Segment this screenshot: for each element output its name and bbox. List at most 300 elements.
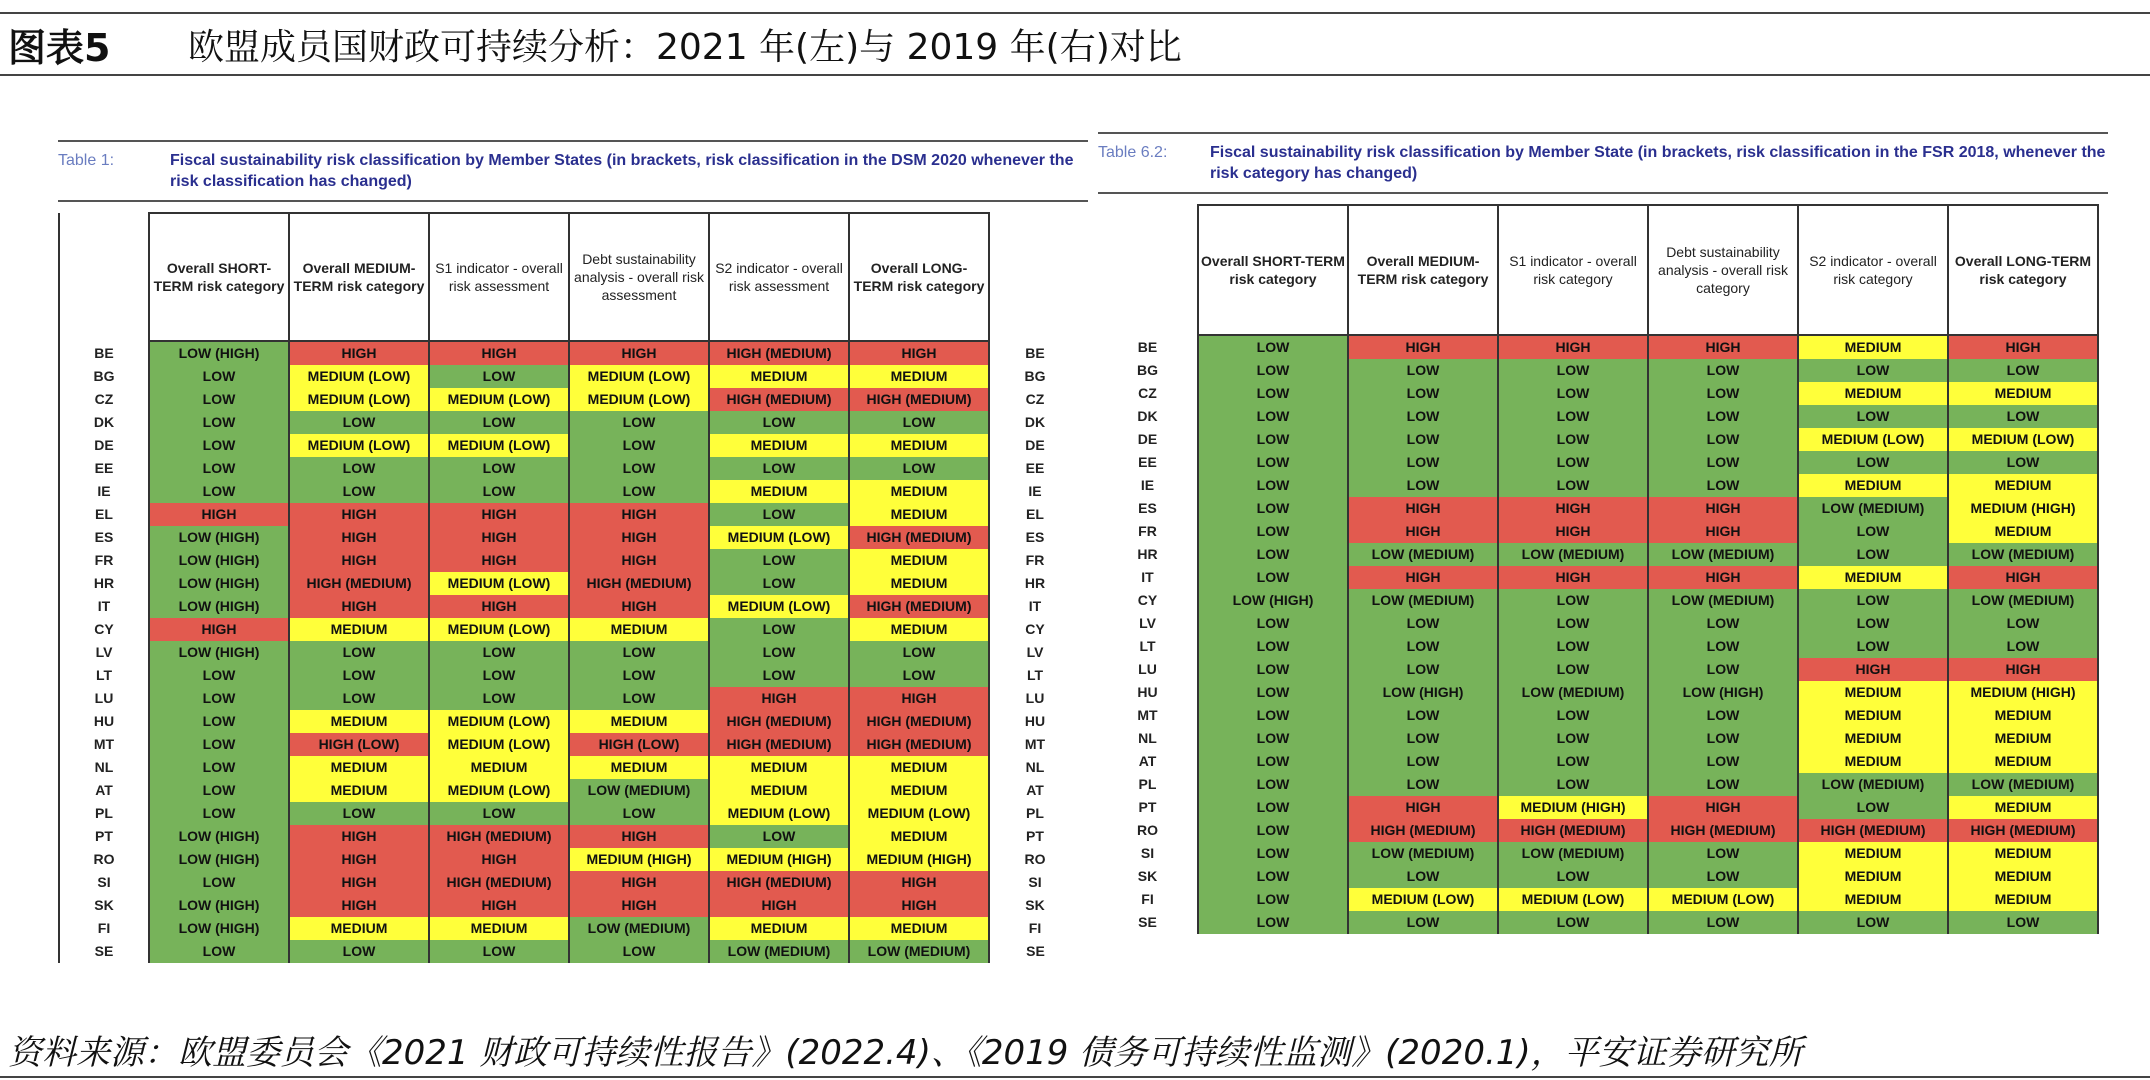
table-row bbox=[59, 457, 1081, 480]
risk-cell: LOW bbox=[849, 664, 989, 687]
risk-cell: LOW bbox=[849, 641, 989, 664]
country-code: CZ bbox=[59, 388, 149, 411]
risk-cell: MEDIUM bbox=[1798, 681, 1948, 704]
table-row bbox=[1098, 428, 2098, 451]
country-code: LV bbox=[1098, 612, 1198, 635]
risk-cell: HIGH bbox=[1798, 658, 1948, 681]
risk-cell: HIGH (MEDIUM) bbox=[289, 572, 429, 595]
country-code: AT bbox=[989, 779, 1081, 802]
risk-cell: HIGH bbox=[149, 503, 289, 526]
risk-cell: MEDIUM (LOW) bbox=[569, 388, 709, 411]
risk-cell: LOW bbox=[1348, 658, 1498, 681]
risk-cell: HIGH bbox=[289, 871, 429, 894]
country-code: SI bbox=[1098, 842, 1198, 865]
risk-cell: LOW bbox=[149, 733, 289, 756]
risk-cell: LOW bbox=[289, 664, 429, 687]
risk-cell: LOW bbox=[569, 664, 709, 687]
country-code: CZ bbox=[1098, 382, 1198, 405]
risk-table-body bbox=[1098, 335, 2098, 934]
risk-cell: MEDIUM bbox=[1948, 474, 2098, 497]
country-code: EL bbox=[989, 503, 1081, 526]
country-code: FR bbox=[989, 549, 1081, 572]
risk-cell: HIGH bbox=[289, 595, 429, 618]
risk-cell: MEDIUM (LOW) bbox=[1948, 428, 2098, 451]
risk-cell: MEDIUM (LOW) bbox=[709, 595, 849, 618]
header-medium-term: Overall MEDIUM-TERM risk category bbox=[1348, 205, 1498, 335]
risk-cell: LOW bbox=[1798, 911, 1948, 934]
table-row bbox=[1098, 566, 2098, 589]
table-caption-text: Fiscal sustainability risk classification by Member States (in brackets, risk classification in the DSM 2020 whenever the risk classification has changed) bbox=[170, 152, 1074, 190]
risk-cell: MEDIUM (LOW) bbox=[569, 365, 709, 388]
risk-cell: LOW bbox=[709, 549, 849, 572]
risk-cell: LOW bbox=[1198, 865, 1348, 888]
risk-cell: HIGH bbox=[1348, 520, 1498, 543]
risk-cell: MEDIUM bbox=[1948, 842, 2098, 865]
risk-cell: MEDIUM bbox=[1948, 865, 2098, 888]
risk-cell: HIGH (MEDIUM) bbox=[1498, 819, 1648, 842]
country-code: HR bbox=[1098, 543, 1198, 566]
risk-cell: LOW bbox=[1648, 911, 1798, 934]
header-long-term: Overall LONG-TERM risk category bbox=[849, 213, 989, 341]
risk-cell: LOW bbox=[1198, 796, 1348, 819]
country-code: NL bbox=[59, 756, 149, 779]
risk-cell: LOW (MEDIUM) bbox=[1648, 543, 1798, 566]
risk-cell: LOW bbox=[149, 434, 289, 457]
risk-cell: LOW bbox=[1648, 750, 1798, 773]
corner-cell bbox=[989, 213, 1081, 341]
risk-cell: LOW bbox=[1348, 474, 1498, 497]
risk-cell: LOW (MEDIUM) bbox=[1498, 543, 1648, 566]
risk-cell: LOW bbox=[1198, 497, 1348, 520]
table-row bbox=[59, 940, 1081, 963]
country-code: SI bbox=[989, 871, 1081, 894]
table-row bbox=[1098, 359, 2098, 382]
risk-cell: MEDIUM bbox=[849, 365, 989, 388]
country-code: ES bbox=[989, 526, 1081, 549]
risk-cell: HIGH bbox=[569, 894, 709, 917]
risk-cell: MEDIUM bbox=[1798, 474, 1948, 497]
risk-cell: MEDIUM bbox=[1948, 727, 2098, 750]
risk-cell: HIGH bbox=[429, 894, 569, 917]
risk-cell: LOW bbox=[849, 411, 989, 434]
risk-cell: LOW bbox=[1648, 773, 1798, 796]
table-row bbox=[59, 848, 1081, 871]
header-s1: S1 indicator - overall risk assessment bbox=[429, 213, 569, 341]
table-row bbox=[59, 480, 1081, 503]
risk-cell: MEDIUM (HIGH) bbox=[569, 848, 709, 871]
risk-cell: LOW bbox=[429, 641, 569, 664]
country-code: BG bbox=[989, 365, 1081, 388]
risk-cell: LOW (HIGH) bbox=[149, 595, 289, 618]
table-row bbox=[1098, 888, 2098, 911]
source-note: 资料来源：欧盟委员会《2021 财政可持续性报告》(2022.4)、《2019 债务可持续性监测》(2020.1)，平安证券研究所 bbox=[0, 1022, 2150, 1078]
risk-cell: LOW bbox=[1648, 405, 1798, 428]
country-code: SE bbox=[1098, 911, 1198, 934]
table-row bbox=[59, 894, 1081, 917]
risk-cell: LOW bbox=[1948, 451, 2098, 474]
risk-cell: MEDIUM (LOW) bbox=[289, 434, 429, 457]
table-row bbox=[59, 641, 1081, 664]
risk-cell: LOW bbox=[1348, 382, 1498, 405]
risk-cell: MEDIUM bbox=[709, 917, 849, 940]
country-code: LT bbox=[1098, 635, 1198, 658]
table-row bbox=[1098, 658, 2098, 681]
country-code: LU bbox=[989, 687, 1081, 710]
risk-cell: HIGH bbox=[289, 894, 429, 917]
header-short-term: Overall SHORT-TERM risk category bbox=[149, 213, 289, 341]
country-code: EE bbox=[59, 457, 149, 480]
risk-cell: HIGH (MEDIUM) bbox=[1348, 819, 1498, 842]
country-code: DE bbox=[1098, 428, 1198, 451]
risk-cell: HIGH bbox=[289, 526, 429, 549]
risk-cell: MEDIUM bbox=[289, 779, 429, 802]
country-code: DK bbox=[59, 411, 149, 434]
risk-cell: HIGH (MEDIUM) bbox=[429, 871, 569, 894]
risk-cell: LOW bbox=[1948, 359, 2098, 382]
risk-cell: HIGH bbox=[429, 595, 569, 618]
risk-cell: LOW (MEDIUM) bbox=[1498, 681, 1648, 704]
country-code: RO bbox=[59, 848, 149, 871]
country-code: NL bbox=[989, 756, 1081, 779]
risk-cell: MEDIUM bbox=[849, 917, 989, 940]
risk-cell: LOW bbox=[429, 802, 569, 825]
country-code: LV bbox=[59, 641, 149, 664]
country-code: FR bbox=[59, 549, 149, 572]
risk-cell: HIGH (MEDIUM) bbox=[849, 595, 989, 618]
risk-cell: LOW (MEDIUM) bbox=[569, 779, 709, 802]
risk-cell: HIGH bbox=[1498, 520, 1648, 543]
header-s2: S2 indicator - overall risk assessment bbox=[709, 213, 849, 341]
table-row bbox=[1098, 865, 2098, 888]
risk-cell: LOW bbox=[1948, 911, 2098, 934]
table-row bbox=[59, 526, 1081, 549]
risk-cell: LOW bbox=[149, 365, 289, 388]
table-row bbox=[1098, 612, 2098, 635]
country-code: BG bbox=[1098, 359, 1198, 382]
table-row bbox=[1098, 543, 2098, 566]
risk-cell: LOW bbox=[1348, 635, 1498, 658]
risk-cell: LOW (HIGH) bbox=[149, 825, 289, 848]
risk-cell: LOW bbox=[1648, 865, 1798, 888]
country-code: PL bbox=[1098, 773, 1198, 796]
country-code: AT bbox=[1098, 750, 1198, 773]
table-caption bbox=[1098, 132, 2108, 194]
risk-cell: HIGH (MEDIUM) bbox=[709, 733, 849, 756]
risk-cell: LOW bbox=[1198, 428, 1348, 451]
risk-cell: MEDIUM bbox=[429, 756, 569, 779]
risk-cell: MEDIUM bbox=[429, 917, 569, 940]
risk-cell: LOW bbox=[1498, 428, 1648, 451]
risk-cell: HIGH bbox=[569, 549, 709, 572]
risk-cell: LOW bbox=[1798, 612, 1948, 635]
risk-cell: HIGH bbox=[429, 549, 569, 572]
risk-cell: MEDIUM bbox=[1798, 335, 1948, 359]
country-code: ES bbox=[59, 526, 149, 549]
table-row bbox=[1098, 842, 2098, 865]
risk-cell: LOW bbox=[1348, 612, 1498, 635]
country-code: EL bbox=[59, 503, 149, 526]
risk-cell: HIGH bbox=[1948, 566, 2098, 589]
risk-cell: LOW bbox=[429, 687, 569, 710]
risk-cell: LOW bbox=[1198, 681, 1348, 704]
risk-cell: LOW bbox=[709, 664, 849, 687]
risk-cell: LOW bbox=[289, 641, 429, 664]
risk-cell: LOW bbox=[1498, 359, 1648, 382]
risk-cell: LOW bbox=[289, 480, 429, 503]
risk-cell: HIGH bbox=[849, 871, 989, 894]
risk-cell: LOW bbox=[1198, 635, 1348, 658]
table-row bbox=[59, 388, 1081, 411]
header-short-term: Overall SHORT-TERM risk category bbox=[1198, 205, 1348, 335]
risk-cell: HIGH (MEDIUM) bbox=[849, 733, 989, 756]
table-row bbox=[59, 434, 1081, 457]
risk-cell: LOW (MEDIUM) bbox=[849, 940, 989, 963]
table-row bbox=[1098, 635, 2098, 658]
risk-cell: MEDIUM bbox=[1798, 842, 1948, 865]
risk-cell: MEDIUM (LOW) bbox=[429, 388, 569, 411]
risk-cell: LOW bbox=[1348, 727, 1498, 750]
risk-cell: MEDIUM bbox=[1948, 520, 2098, 543]
risk-cell: LOW bbox=[1198, 773, 1348, 796]
risk-cell: MEDIUM bbox=[569, 756, 709, 779]
risk-cell: HIGH bbox=[149, 618, 289, 641]
risk-cell: LOW bbox=[1648, 382, 1798, 405]
header-s2: S2 indicator - overall risk category bbox=[1798, 205, 1948, 335]
risk-cell: MEDIUM bbox=[289, 756, 429, 779]
risk-cell: LOW bbox=[1798, 451, 1948, 474]
risk-cell: LOW bbox=[1198, 612, 1348, 635]
risk-cell: MEDIUM (LOW) bbox=[1798, 428, 1948, 451]
risk-cell: LOW bbox=[709, 457, 849, 480]
risk-cell: MEDIUM bbox=[1798, 750, 1948, 773]
risk-cell: LOW bbox=[1948, 612, 2098, 635]
risk-cell: HIGH (MEDIUM) bbox=[709, 710, 849, 733]
risk-cell: MEDIUM bbox=[1798, 566, 1948, 589]
risk-cell: LOW (MEDIUM) bbox=[569, 917, 709, 940]
corner-cell bbox=[59, 213, 149, 341]
risk-cell: LOW bbox=[149, 411, 289, 434]
risk-cell: HIGH bbox=[1348, 566, 1498, 589]
country-code: IT bbox=[989, 595, 1081, 618]
table-row bbox=[1098, 681, 2098, 704]
risk-cell: HIGH (MEDIUM) bbox=[429, 825, 569, 848]
country-code: BE bbox=[989, 341, 1081, 365]
table-number: Table 6.2: bbox=[1098, 144, 1168, 161]
country-code: FI bbox=[989, 917, 1081, 940]
risk-cell: LOW bbox=[1198, 451, 1348, 474]
table-row bbox=[1098, 750, 2098, 773]
risk-cell: LOW bbox=[709, 503, 849, 526]
risk-cell: LOW bbox=[569, 480, 709, 503]
risk-cell: LOW bbox=[149, 710, 289, 733]
country-code: DE bbox=[989, 434, 1081, 457]
risk-cell: LOW (HIGH) bbox=[1348, 681, 1498, 704]
risk-cell: LOW bbox=[1198, 543, 1348, 566]
risk-cell: MEDIUM (HIGH) bbox=[1948, 497, 2098, 520]
risk-cell: LOW bbox=[569, 641, 709, 664]
risk-cell: LOW bbox=[709, 641, 849, 664]
risk-cell: LOW bbox=[289, 411, 429, 434]
risk-cell: HIGH bbox=[429, 526, 569, 549]
risk-cell: LOW bbox=[1498, 589, 1648, 612]
risk-cell: MEDIUM bbox=[1798, 382, 1948, 405]
risk-cell: LOW bbox=[1198, 566, 1348, 589]
risk-cell: LOW bbox=[849, 457, 989, 480]
risk-cell: HIGH bbox=[569, 825, 709, 848]
risk-cell: LOW (MEDIUM) bbox=[1348, 842, 1498, 865]
country-code: EE bbox=[1098, 451, 1198, 474]
country-code: IE bbox=[989, 480, 1081, 503]
risk-cell: LOW (MEDIUM) bbox=[709, 940, 849, 963]
risk-cell: HIGH (MEDIUM) bbox=[849, 388, 989, 411]
header-dsa: Debt sustainability analysis - overall risk category bbox=[1648, 205, 1798, 335]
risk-cell: HIGH bbox=[569, 526, 709, 549]
country-code: ES bbox=[1098, 497, 1198, 520]
country-code: SE bbox=[989, 940, 1081, 963]
risk-cell: LOW bbox=[429, 457, 569, 480]
risk-cell: HIGH bbox=[1948, 335, 2098, 359]
risk-cell: LOW bbox=[1798, 589, 1948, 612]
risk-cell: LOW bbox=[1798, 543, 1948, 566]
risk-cell: MEDIUM bbox=[849, 503, 989, 526]
risk-cell: LOW bbox=[149, 779, 289, 802]
risk-cell: LOW (MEDIUM) bbox=[1648, 589, 1798, 612]
risk-cell: LOW bbox=[569, 687, 709, 710]
risk-cell: LOW bbox=[289, 687, 429, 710]
risk-cell: LOW bbox=[1198, 750, 1348, 773]
country-code: RO bbox=[1098, 819, 1198, 842]
country-code: PT bbox=[59, 825, 149, 848]
risk-cell: HIGH bbox=[289, 848, 429, 871]
risk-cell: MEDIUM bbox=[1948, 382, 2098, 405]
risk-cell: HIGH bbox=[1648, 497, 1798, 520]
risk-cell: LOW bbox=[1348, 750, 1498, 773]
risk-cell: HIGH bbox=[849, 341, 989, 365]
risk-cell: HIGH bbox=[289, 825, 429, 848]
risk-cell: LOW bbox=[1198, 658, 1348, 681]
risk-cell: LOW bbox=[709, 411, 849, 434]
table-row bbox=[1098, 727, 2098, 750]
risk-cell: LOW bbox=[289, 802, 429, 825]
risk-cell: LOW (MEDIUM) bbox=[1948, 543, 2098, 566]
country-code: LT bbox=[59, 664, 149, 687]
risk-cell: LOW bbox=[1648, 612, 1798, 635]
risk-cell: MEDIUM (LOW) bbox=[1498, 888, 1648, 911]
table-row bbox=[1098, 819, 2098, 842]
risk-cell: MEDIUM (LOW) bbox=[429, 779, 569, 802]
country-code: LU bbox=[1098, 658, 1198, 681]
risk-cell: MEDIUM (LOW) bbox=[429, 733, 569, 756]
risk-cell: LOW (MEDIUM) bbox=[1948, 589, 2098, 612]
country-code: IT bbox=[59, 595, 149, 618]
risk-cell: LOW bbox=[1498, 750, 1648, 773]
country-code: LT bbox=[989, 664, 1081, 687]
risk-cell: LOW bbox=[709, 825, 849, 848]
table-row bbox=[1098, 704, 2098, 727]
risk-cell: HIGH (MEDIUM) bbox=[849, 526, 989, 549]
risk-cell: HIGH bbox=[569, 595, 709, 618]
risk-cell: LOW bbox=[429, 480, 569, 503]
table-row bbox=[1098, 335, 2098, 359]
risk-cell: MEDIUM bbox=[849, 618, 989, 641]
table-row bbox=[59, 710, 1081, 733]
risk-cell: MEDIUM (LOW) bbox=[429, 618, 569, 641]
risk-cell: MEDIUM bbox=[289, 618, 429, 641]
table-row bbox=[1098, 382, 2098, 405]
risk-cell: LOW bbox=[429, 411, 569, 434]
risk-cell: HIGH (MEDIUM) bbox=[569, 572, 709, 595]
risk-cell: HIGH (LOW) bbox=[289, 733, 429, 756]
risk-cell: MEDIUM bbox=[569, 618, 709, 641]
risk-cell: LOW bbox=[1198, 520, 1348, 543]
risk-cell: MEDIUM (LOW) bbox=[289, 365, 429, 388]
risk-cell: MEDIUM bbox=[1948, 704, 2098, 727]
risk-cell: LOW (MEDIUM) bbox=[1798, 497, 1948, 520]
risk-cell: LOW bbox=[1198, 704, 1348, 727]
table-row bbox=[59, 687, 1081, 710]
table-row bbox=[1098, 911, 2098, 934]
risk-cell: LOW bbox=[1798, 520, 1948, 543]
risk-cell: LOW bbox=[149, 664, 289, 687]
risk-cell: HIGH bbox=[289, 549, 429, 572]
country-code: FI bbox=[59, 917, 149, 940]
risk-table-2019 bbox=[1098, 204, 2099, 934]
risk-cell: HIGH bbox=[569, 341, 709, 365]
table-row bbox=[59, 825, 1081, 848]
risk-cell: LOW bbox=[1198, 474, 1348, 497]
table-row bbox=[1098, 796, 2098, 819]
risk-cell: LOW bbox=[1948, 405, 2098, 428]
table-row bbox=[59, 802, 1081, 825]
country-code: SK bbox=[59, 894, 149, 917]
country-code: IE bbox=[59, 480, 149, 503]
risk-cell: LOW bbox=[1348, 704, 1498, 727]
risk-cell: MEDIUM (LOW) bbox=[429, 434, 569, 457]
risk-cell: HIGH (MEDIUM) bbox=[1798, 819, 1948, 842]
risk-cell: HIGH bbox=[569, 503, 709, 526]
risk-cell: LOW bbox=[1648, 842, 1798, 865]
risk-cell: LOW (HIGH) bbox=[149, 917, 289, 940]
risk-cell: LOW (MEDIUM) bbox=[1948, 773, 2098, 796]
risk-cell: LOW bbox=[1198, 888, 1348, 911]
country-code: BG bbox=[59, 365, 149, 388]
risk-cell: LOW bbox=[1648, 474, 1798, 497]
risk-cell: MEDIUM bbox=[1798, 865, 1948, 888]
risk-table-2021 bbox=[58, 212, 1082, 963]
risk-cell: LOW bbox=[1198, 819, 1348, 842]
risk-cell: LOW bbox=[1198, 359, 1348, 382]
risk-table-body bbox=[59, 341, 1081, 963]
risk-cell: MEDIUM (LOW) bbox=[709, 802, 849, 825]
risk-cell: LOW bbox=[1498, 612, 1648, 635]
risk-cell: LOW bbox=[1498, 635, 1648, 658]
risk-cell: LOW bbox=[569, 434, 709, 457]
risk-cell: LOW bbox=[1198, 727, 1348, 750]
risk-cell: MEDIUM bbox=[849, 779, 989, 802]
risk-cell: LOW bbox=[429, 940, 569, 963]
country-code: BE bbox=[59, 341, 149, 365]
country-code: CZ bbox=[989, 388, 1081, 411]
country-code: DK bbox=[1098, 405, 1198, 428]
risk-cell: LOW bbox=[1648, 359, 1798, 382]
risk-cell: LOW bbox=[1498, 382, 1648, 405]
header-s1: S1 indicator - overall risk category bbox=[1498, 205, 1648, 335]
table-row bbox=[1098, 405, 2098, 428]
risk-cell: MEDIUM bbox=[709, 756, 849, 779]
risk-cell: MEDIUM (LOW) bbox=[429, 572, 569, 595]
figure-title-bar bbox=[0, 12, 2150, 76]
header-dsa: Debt sustainability analysis - overall risk assessment bbox=[569, 213, 709, 341]
